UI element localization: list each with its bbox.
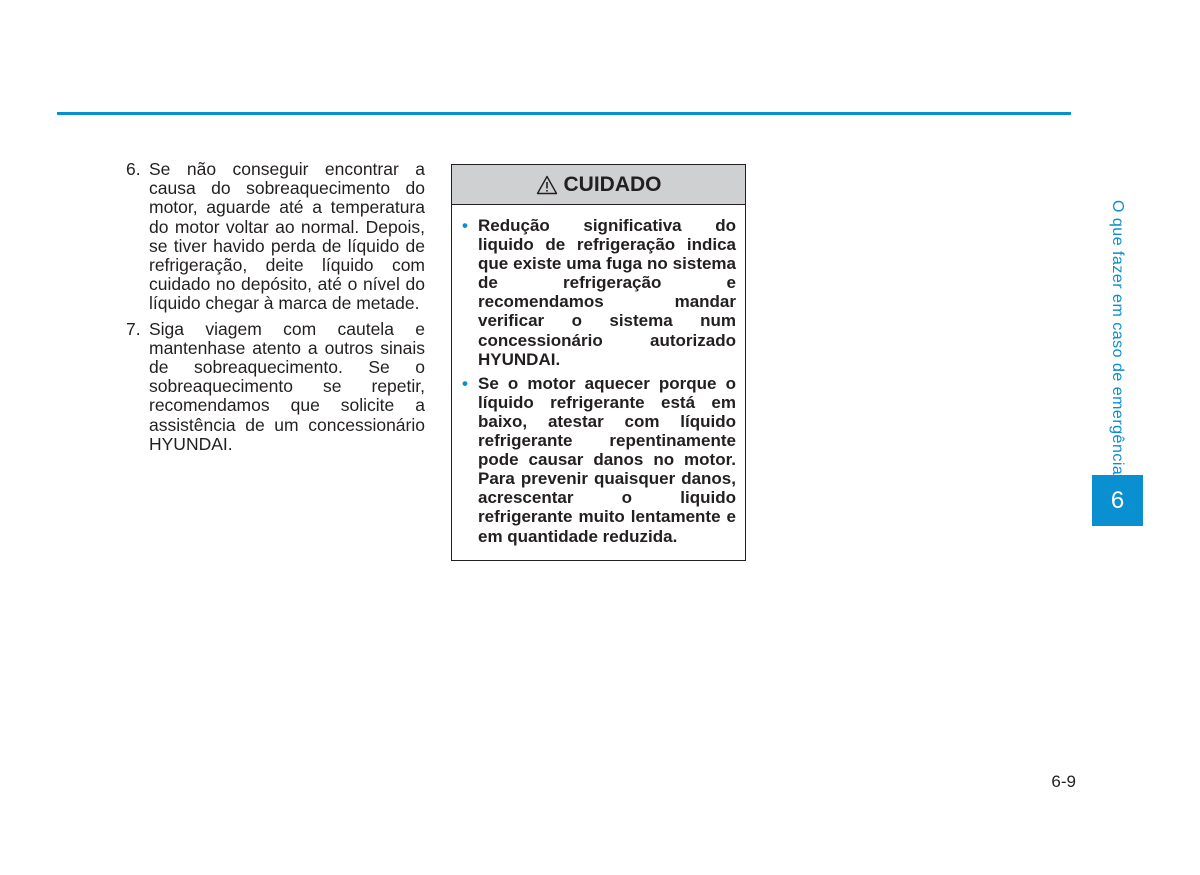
caution-item-text: Se o motor aquecer porque o líquido refrigerante está em baixo, atestar com líquido refrigerante repentinamente pode causar danos no motor. Para prevenir quaisquer danos, acrescentar o liquido refrigerante muito lentamente e em quantidade reduzida. — [478, 373, 736, 546]
caution-item-text: Redução significativa do liquido de refrigeração indica que existe uma fuga no sistema de refrigeração e recomendamos mandar verificar o sistema num concessionário autorizado HYUNDAI. — [478, 216, 736, 369]
bullet: • — [462, 373, 468, 393]
caution-box — [451, 164, 746, 561]
page-number: 6-9 — [1051, 772, 1076, 791]
top-rule — [57, 112, 1071, 115]
step-text: Se não conseguir encontrar a causa do sobreaquecimento do motor, aguarde até a temperatura do motor voltar ao normal. Depois, se tiver havido perda de líquido de refrigeração, deite líquido com cuidado no depósito, até o nível do líquido chegar à marca de metade. — [149, 159, 425, 314]
bullet: • — [462, 216, 468, 235]
caution-list — [452, 205, 745, 546]
chapter-side-title: O que fazer em caso de emergência — [1109, 200, 1126, 476]
caution-header — [452, 165, 745, 205]
chapter-tab — [1092, 475, 1143, 526]
step-7 — [126, 320, 425, 454]
caution-title: CUIDADO — [563, 172, 662, 196]
step-6 — [126, 160, 425, 314]
step-number: 6. — [126, 159, 141, 179]
chapter-number: 6 — [1110, 486, 1125, 514]
procedure-steps — [126, 160, 425, 460]
warning-triangle-icon — [536, 175, 558, 195]
caution-item — [462, 216, 736, 369]
step-number: 7. — [126, 318, 141, 339]
step-text: Siga viagem com cautela e mantenhase atento a outros sinais de sobreaquecimento. Se o sobreaquecimento se repetir, recomendamos que solicite a assistência de um concessionário HYUNDAI. — [149, 318, 425, 454]
caution-item — [462, 374, 736, 546]
